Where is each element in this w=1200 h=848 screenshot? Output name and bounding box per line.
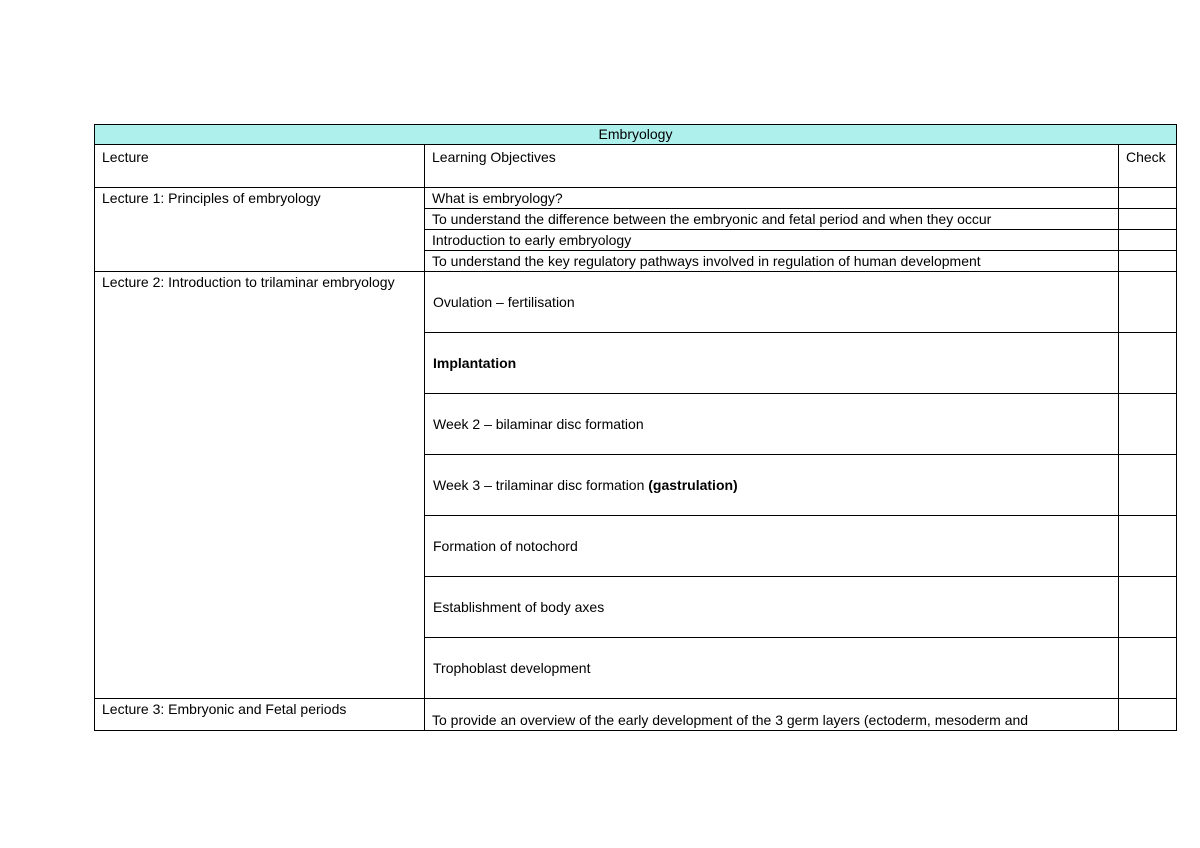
header-lecture: Lecture: [95, 145, 425, 188]
check-cell[interactable]: [1119, 516, 1177, 577]
objective-cell: Formation of notochord: [425, 516, 1119, 577]
lecture-3-name: Lecture 3: Embryonic and Fetal periods: [95, 699, 425, 731]
check-cell[interactable]: [1119, 699, 1177, 731]
check-cell[interactable]: [1119, 230, 1177, 251]
header-learning-objectives: Learning Objectives: [425, 145, 1119, 188]
objective-bold-suffix: (gastrulation): [648, 477, 738, 493]
objective-cell: Introduction to early embryology: [425, 230, 1119, 251]
objective-cell: Week 2 – bilaminar disc formation: [425, 394, 1119, 455]
objective-cell: Establishment of body axes: [425, 577, 1119, 638]
check-cell[interactable]: [1119, 251, 1177, 272]
check-cell[interactable]: [1119, 577, 1177, 638]
objective-cell: To understand the difference between the embryonic and fetal period and when they occur: [425, 209, 1119, 230]
check-cell[interactable]: [1119, 272, 1177, 333]
objective-cell: To understand the key regulatory pathways involved in regulation of human development: [425, 251, 1119, 272]
check-cell[interactable]: [1119, 209, 1177, 230]
embryology-table: [94, 124, 1177, 731]
check-cell[interactable]: [1119, 394, 1177, 455]
objective-cell: [425, 455, 1119, 516]
objective-cell: Ovulation – fertilisation: [425, 272, 1119, 333]
check-cell[interactable]: [1119, 188, 1177, 209]
check-cell[interactable]: [1119, 455, 1177, 516]
lecture-2-name: Lecture 2: Introduction to trilaminar embryology: [95, 272, 425, 699]
objective-cell: Trophoblast development: [425, 638, 1119, 699]
lecture-1-name: Lecture 1: Principles of embryology: [95, 188, 425, 272]
objective-cell: To provide an overview of the early development of the 3 germ layers (ectoderm, mesoderm and: [425, 699, 1119, 731]
objective-cell: Implantation: [425, 333, 1119, 394]
header-check: Check: [1119, 145, 1177, 188]
objective-cell: What is embryology?: [425, 188, 1119, 209]
check-cell[interactable]: [1119, 638, 1177, 699]
objective-text: Week 3 – trilaminar disc formation: [433, 477, 645, 493]
check-cell[interactable]: [1119, 333, 1177, 394]
table-title: Embryology: [95, 125, 1177, 145]
